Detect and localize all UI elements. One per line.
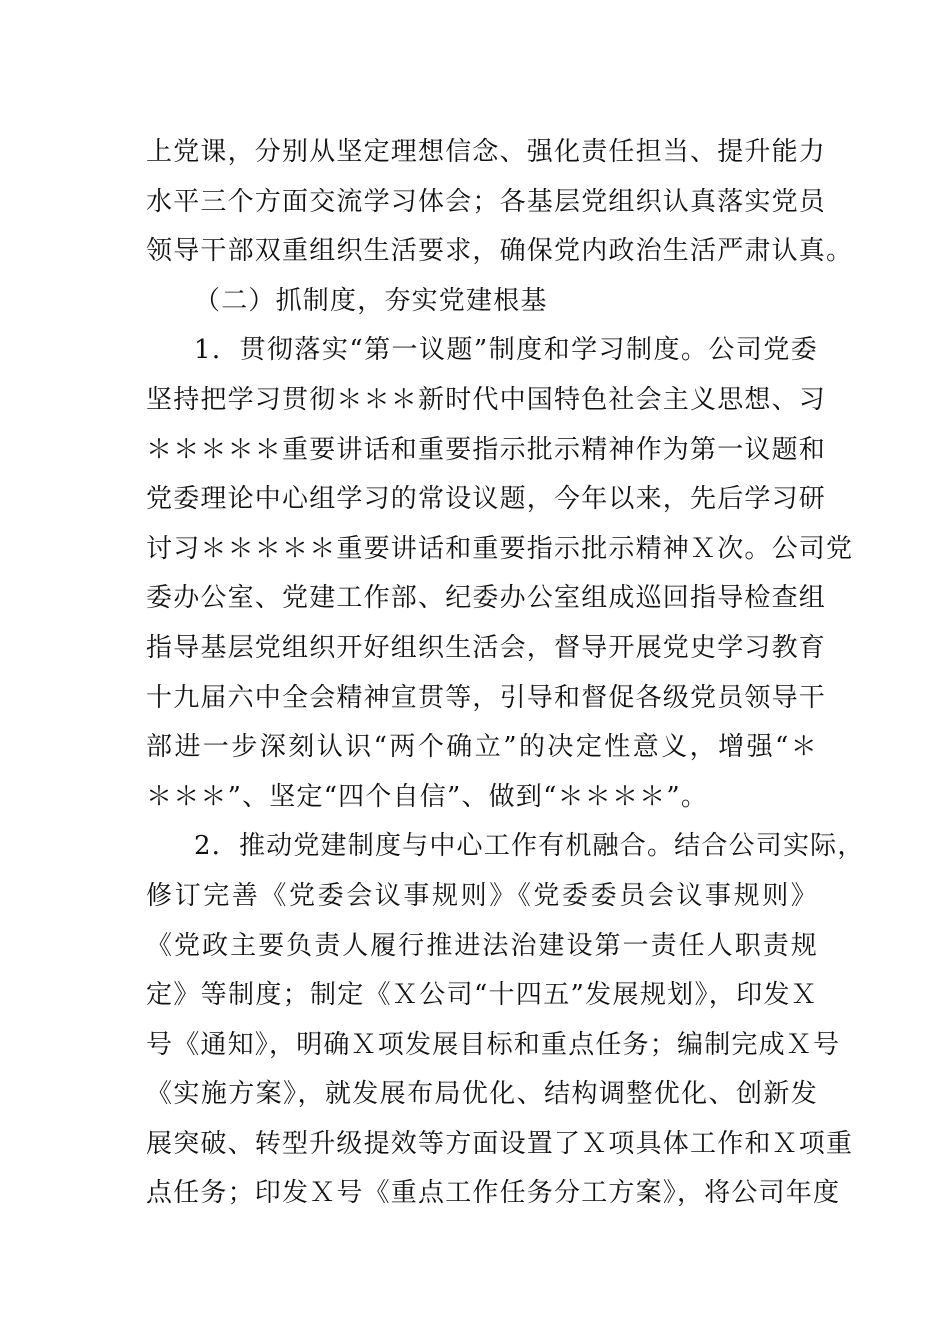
body-line: 十九届六中全会精神宣贯等，引导和督促各级党员领导干 (146, 682, 827, 713)
body-line: 水平三个方面交流学习体会；各基层党组织认真落实党员 (146, 186, 827, 217)
body-line: 展突破、转型升级提效等方面设置了Ｘ项具体工作和Ｘ项重 (146, 1128, 854, 1159)
body-line: ＊＊＊＊＊重要讲话和重要指示批示精神作为第一议题和 (146, 434, 827, 465)
body-line: 号《通知》，明确Ｘ项发展目标和重点任务；编制完成Ｘ号 (146, 1029, 841, 1060)
body-line: 1．贯彻落实“第一议题”制度和学习制度。公司党委 (194, 335, 818, 366)
body-line: 上党课，分别从坚定理想信念、强化责任担当、提升能力 (146, 137, 827, 167)
body-line: ＊＊＊”、坚定“四个自信”、做到“＊＊＊＊”。 (146, 781, 709, 812)
body-line: 委办公室、党建工作部、纪委办公室组成巡回指导检查组 (146, 583, 827, 614)
body-line: 点任务；印发Ｘ号《重点工作任务分工方案》，将公司年度 (146, 1178, 841, 1209)
document-body (146, 128, 865, 1219)
body-line: 2．推动党建制度与中心工作有机融合。结合公司实际， (194, 831, 865, 862)
body-line: 修订完善《党委会议事规则》《党委委员会议事规则》 (146, 880, 818, 911)
body-line: 《实施方案》，就发展布局优化、结构调整优化、创新发 (146, 1079, 818, 1110)
body-line: 《党政主要负责人履行推进法治建设第一责任人职责规 (146, 930, 818, 961)
body-line: 定》等制度；制定《Ｘ公司“十四五”发展规划》，印发Ｘ (146, 980, 818, 1011)
body-line: 指导基层党组织开好组织生活会，督导开展党史学习教育 (146, 632, 827, 663)
body-line: 坚持把学习贯彻＊＊＊新时代中国特色社会主义思想、习 (146, 384, 827, 415)
section-heading: （二）抓制度，夯实党建根基 (194, 285, 548, 316)
body-line: 党委理论中心组学习的常设议题，今年以来，先后学习研 (146, 484, 827, 515)
body-line: 领导干部双重组织生活要求，确保党内政治生活严肃认真。 (146, 236, 854, 267)
body-line: 部进一步深刻认识“两个确立”的决定性意义，增强“＊ (146, 732, 818, 763)
body-line: 讨习＊＊＊＊＊重要讲话和重要指示批示精神Ｘ次。公司党 (146, 533, 854, 564)
